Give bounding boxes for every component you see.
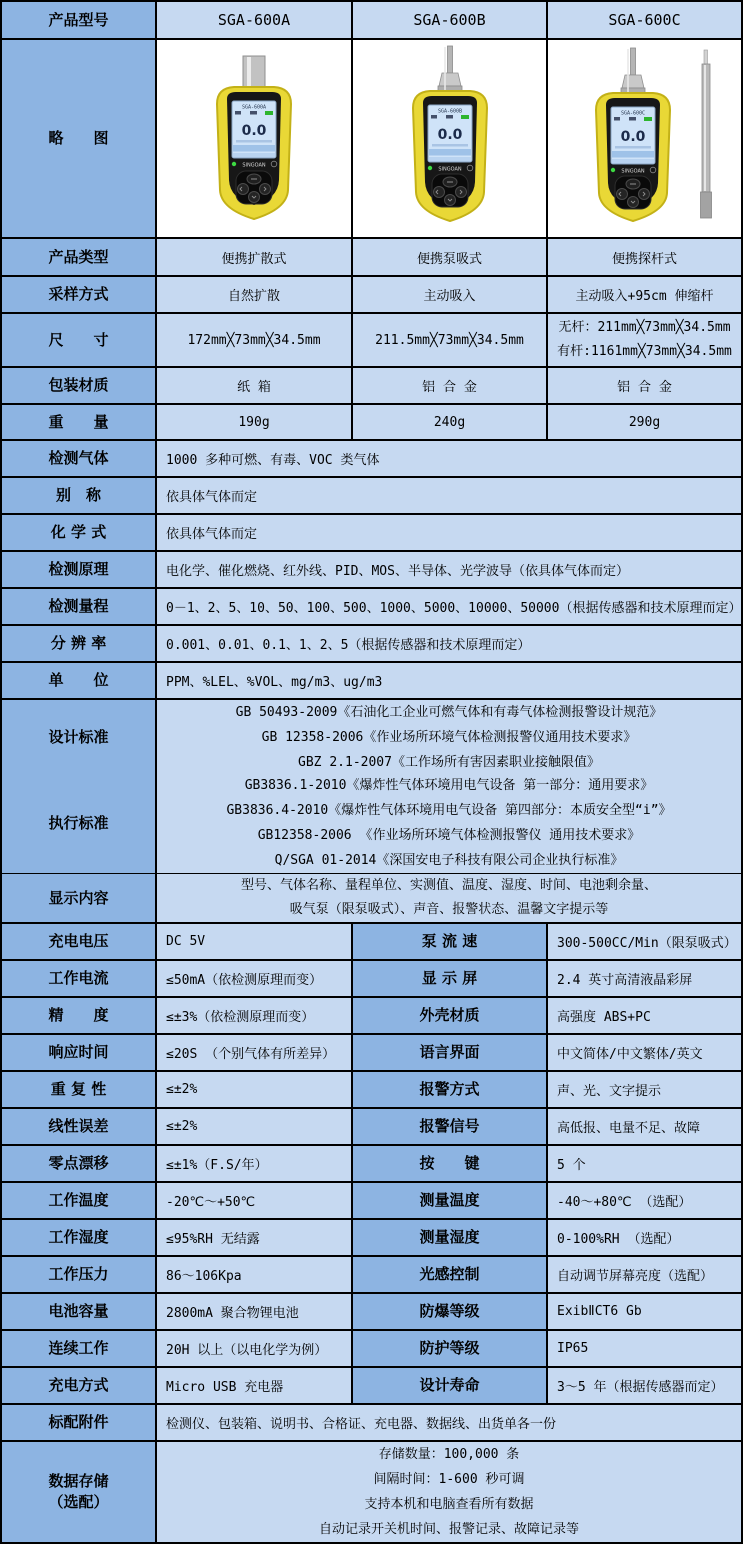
row-label <box>2 1442 157 1544</box>
spec-value: 0.001、0.01、0.1、1、2、5（根据传感器和技术原理而定） <box>157 626 743 663</box>
row-label: 采样方式 <box>2 277 157 314</box>
spec-value: 86～106Kpa <box>157 1257 353 1294</box>
table-row-sampling <box>2 277 743 314</box>
spec-value: ExibⅡCT6 Gb <box>548 1294 743 1331</box>
row-label: 防爆等级 <box>353 1294 548 1331</box>
spec-value <box>157 773 743 875</box>
row-label-sketch: 略 图 <box>2 40 157 239</box>
storage-line: 存储数量：100,000 条 <box>378 1447 520 1462</box>
device-image-sga-600a <box>164 42 344 235</box>
table-row-weight <box>2 405 743 441</box>
size-line-no-rod: 无杆：211mm╳73mm╳34.5mm <box>558 320 731 335</box>
spec-value: DC 5V <box>157 924 353 961</box>
spec-value <box>157 874 743 924</box>
table-row-exec-standard <box>2 773 743 874</box>
spec-value: 211.5mm╳73mm╳34.5mm <box>353 314 548 368</box>
header-row <box>2 2 743 40</box>
row-label: 包装材质 <box>2 368 157 405</box>
row-label: 语言界面 <box>353 1035 548 1072</box>
brand-text: SINGOAN <box>620 168 645 175</box>
table-row-dual <box>2 1072 743 1109</box>
table-row-dual <box>2 1035 743 1072</box>
spec-value: ≤50mA（依检测原理而变） <box>157 961 353 998</box>
row-label: 工作电流 <box>2 961 157 998</box>
standard-line: GB3836.1-2010《爆炸性气体环境用电气设备 第一部分：通用要求》 <box>244 778 654 793</box>
spec-value: 2.4 英寸高清液晶彩屏 <box>548 961 743 998</box>
table-row-dual <box>2 1368 743 1405</box>
spec-value: ≤±3%（依检测原理而变） <box>157 998 353 1035</box>
table-row-alias <box>2 478 743 515</box>
table-row-accessories <box>2 1405 743 1442</box>
row-label: 分 辨 率 <box>2 626 157 663</box>
row-label: 设计寿命 <box>353 1368 548 1405</box>
row-label: 测量温度 <box>353 1183 548 1220</box>
table-row-dual <box>2 1331 743 1368</box>
table-row-dual <box>2 924 743 961</box>
device-image-sga-600b <box>360 42 540 235</box>
spec-value: 高低报、电量不足、故障 <box>548 1109 743 1146</box>
row-label: 线性误差 <box>2 1109 157 1146</box>
screen-reading: 0.0 <box>620 129 645 145</box>
row-label: 工作温度 <box>2 1183 157 1220</box>
screen-reading: 0.0 <box>241 123 267 139</box>
spec-value: 300-500CC/Min（限泵吸式） <box>548 924 743 961</box>
device-cell-sga-600c <box>548 40 743 239</box>
row-label: 精 度 <box>2 998 157 1035</box>
spec-value: 主动吸入 <box>353 277 548 314</box>
spec-value: 1000 多种可燃、有毒、VOC 类气体 <box>157 441 743 478</box>
row-label: 测量湿度 <box>353 1220 548 1257</box>
spec-value: 便携泵吸式 <box>353 239 548 277</box>
screen-model-text: SGA-600C <box>620 110 645 117</box>
spec-value: 240g <box>353 405 548 441</box>
spec-value: ≤95%RH 无结露 <box>157 1220 353 1257</box>
spec-value: ≤±2% <box>157 1072 353 1109</box>
row-label: 外壳材质 <box>353 998 548 1035</box>
table-row-dual <box>2 1294 743 1331</box>
row-label: 检测量程 <box>2 589 157 626</box>
row-label: 产品类型 <box>2 239 157 277</box>
table-row-product-type <box>2 239 743 277</box>
spec-value: 0-100%RH （选配） <box>548 1220 743 1257</box>
spec-value: 3～5 年（根据传感器而定） <box>548 1368 743 1405</box>
table-row-dual <box>2 1183 743 1220</box>
row-label-line: （选配） <box>48 1493 109 1511</box>
spec-value: 依具体气体而定 <box>157 515 743 552</box>
row-label: 泵 流 速 <box>353 924 548 961</box>
row-label: 工作湿度 <box>2 1220 157 1257</box>
table-row-unit <box>2 663 743 700</box>
table-row-dual <box>2 998 743 1035</box>
row-label: 电池容量 <box>2 1294 157 1331</box>
row-label: 标配附件 <box>2 1405 157 1442</box>
brand-text: SINGOAN <box>437 166 462 173</box>
spec-value: 电化学、催化燃烧、红外线、PID、MOS、半导体、光学波导（依具体气体而定） <box>157 552 743 589</box>
row-label: 化 学 式 <box>2 515 157 552</box>
row-label: 显 示 屏 <box>353 961 548 998</box>
spec-value: 自动调节屏幕亮度（选配） <box>548 1257 743 1294</box>
row-label: 检测原理 <box>2 552 157 589</box>
spec-value: 检测仪、包装箱、说明书、合格证、充电器、数据线、出货单各一份 <box>157 1405 743 1442</box>
standard-line: GB 50493-2009《石油化工企业可燃气体和有毒气体检测报警设计规范》 <box>235 705 663 720</box>
model-name-b: SGA-600B <box>353 2 548 40</box>
spec-value: ≤±2% <box>157 1109 353 1146</box>
row-label: 连续工作 <box>2 1331 157 1368</box>
spec-value: 高强度 ABS+PC <box>548 998 743 1035</box>
spec-value: 自然扩散 <box>157 277 353 314</box>
storage-line: 支持本机和电脑查看所有数据 <box>364 1497 534 1512</box>
standard-line: GB 12358-2006《作业场所环境气体检测报警仪通用技术要求》 <box>261 730 637 745</box>
storage-line: 间隔时间：1-600 秒可调 <box>373 1472 525 1487</box>
model-name-a: SGA-600A <box>157 2 353 40</box>
table-row-gases <box>2 441 743 478</box>
table-row-dual <box>2 1220 743 1257</box>
spec-value: 5 个 <box>548 1146 743 1183</box>
row-label: 工作压力 <box>2 1257 157 1294</box>
row-label: 单 位 <box>2 663 157 700</box>
table-row-dual <box>2 961 743 998</box>
spec-value: 20H 以上（以电化学为例） <box>157 1331 353 1368</box>
spec-value: PPM、%LEL、%VOL、mg/m3、ug/m3 <box>157 663 743 700</box>
spec-value: 纸 箱 <box>157 368 353 405</box>
screen-model-text: SGA-600B <box>437 108 462 115</box>
spec-value <box>157 700 743 777</box>
row-label: 检测气体 <box>2 441 157 478</box>
row-label: 设计标准 <box>2 700 157 777</box>
spec-value: 0－1、2、5、10、50、100、500、1000、5000、10000、50000（根据传感器和技术原理而定） <box>157 589 743 626</box>
content-line: 吸气泵（限泵吸式）、声音、报警状态、温馨文字提示等 <box>289 902 609 917</box>
row-label: 重 量 <box>2 405 157 441</box>
table-row-dual <box>2 1257 743 1294</box>
spec-value: 190g <box>157 405 353 441</box>
row-label: 尺 寸 <box>2 314 157 368</box>
spec-value: IP65 <box>548 1331 743 1368</box>
device-cell-sga-600a <box>157 40 353 239</box>
spec-value: Micro USB 充电器 <box>157 1368 353 1405</box>
sketch-row <box>2 40 743 239</box>
content-line: 型号、气体名称、量程单位、实测值、温度、湿度、时间、电池剩余量、 <box>240 878 657 893</box>
table-row-design-standard <box>2 700 743 773</box>
spec-value: 铝 合 金 <box>353 368 548 405</box>
row-label: 别 称 <box>2 478 157 515</box>
spec-value: -40～+80℃ （选配） <box>548 1183 743 1220</box>
screen-reading: 0.0 <box>437 127 462 143</box>
size-line-with-rod: 有杆:1161mm╳73mm╳34.5mm <box>557 344 732 359</box>
spec-value <box>157 1442 743 1544</box>
row-label: 重 复 性 <box>2 1072 157 1109</box>
spec-value: ≤±1%（F.S/年） <box>157 1146 353 1183</box>
row-label: 防护等级 <box>353 1331 548 1368</box>
table-row-data-storage <box>2 1442 743 1544</box>
spec-value: 声、光、文字提示 <box>548 1072 743 1109</box>
device-image-sga-600c <box>555 42 735 235</box>
spec-value: 便携扩散式 <box>157 239 353 277</box>
spec-value: 铝 合 金 <box>548 368 743 405</box>
brand-text: SINGOAN <box>242 162 266 169</box>
standard-line: GB3836.4-2010《爆炸性气体环境用电气设备 第四部分：本质安全型“i”》 <box>226 803 672 818</box>
spec-value: 主动吸入+95cm 伸缩杆 <box>548 277 743 314</box>
spec-value: 172mm╳73mm╳34.5mm <box>157 314 353 368</box>
standard-line: GB12358-2006 《作业场所环境气体检测报警仪 通用技术要求》 <box>257 828 641 843</box>
spec-value: -20℃～+50℃ <box>157 1183 353 1220</box>
spec-value: ≤20S （个别气体有所差异） <box>157 1035 353 1072</box>
model-name-c: SGA-600C <box>548 2 743 40</box>
row-label: 执行标准 <box>2 773 157 875</box>
screen-model-text: SGA-600A <box>241 104 267 111</box>
row-label-product-model: 产品型号 <box>2 2 157 40</box>
row-label: 显示内容 <box>2 874 157 924</box>
spec-value: 290g <box>548 405 743 441</box>
table-row-size <box>2 314 743 368</box>
spec-value: 中文简体/中文繁体/英文 <box>548 1035 743 1072</box>
row-label: 零点漂移 <box>2 1146 157 1183</box>
spec-value: 便携探杆式 <box>548 239 743 277</box>
standard-line: GBZ 2.1-2007《工作场所有害因素职业接触限值》 <box>298 755 600 770</box>
table-row-packing <box>2 368 743 405</box>
device-cell-sga-600b <box>353 40 548 239</box>
telescopic-rod-tip <box>704 50 708 64</box>
row-label: 充电方式 <box>2 1368 157 1405</box>
table-row-formula <box>2 515 743 552</box>
standard-line: Q/SGA 01-2014《深国安电子科技有限公司企业执行标准》 <box>274 853 624 868</box>
row-label: 报警方式 <box>353 1072 548 1109</box>
storage-line: 自动记录开关机时间、报警记录、故障记录等 <box>318 1522 579 1537</box>
row-label: 按 键 <box>353 1146 548 1183</box>
table-row-dual <box>2 1146 743 1183</box>
row-label: 报警信号 <box>353 1109 548 1146</box>
table-row-display-content <box>2 874 743 924</box>
table-row-range <box>2 589 743 626</box>
row-label-line: 数据存储 <box>48 1472 109 1490</box>
row-label: 充电电压 <box>2 924 157 961</box>
row-label: 光感控制 <box>353 1257 548 1294</box>
spec-value <box>548 314 743 368</box>
spec-value: 依具体气体而定 <box>157 478 743 515</box>
spec-value: 2800mA 聚合物锂电池 <box>157 1294 353 1331</box>
table-row-resolution <box>2 626 743 663</box>
table-row-principle <box>2 552 743 589</box>
table-row-dual <box>2 1109 743 1146</box>
row-label: 响应时间 <box>2 1035 157 1072</box>
